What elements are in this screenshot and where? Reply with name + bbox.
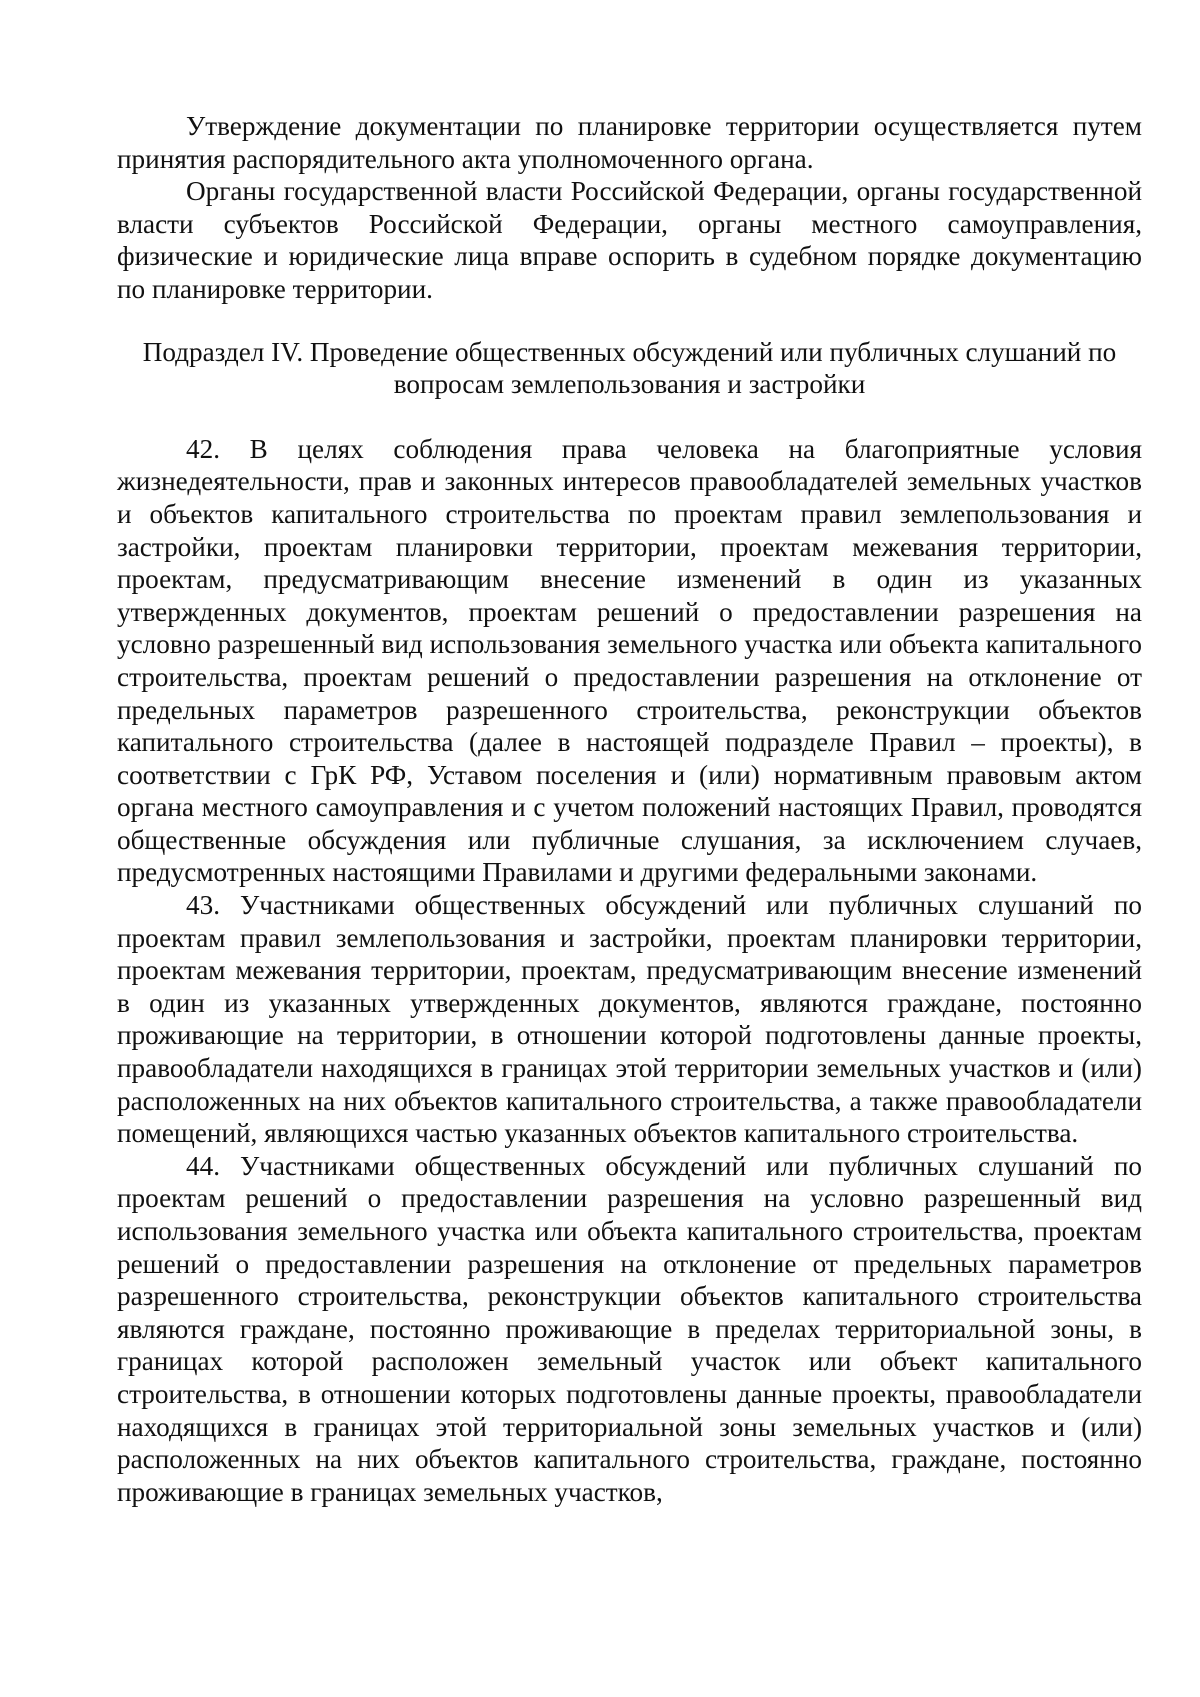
paragraph-43: 43. Участниками общественных обсуждений или публичных слушаний по проектам правил землепользования и застройки, проектам планировки территории, проектам межевания территории, проектам, предусматривающим внесение изменений в один из указанных утвержденных документов, являются граждане, постоянно проживающие на территории, в отношении которой подготовлены данные проекты, правообладатели находящихся в границах этой территории земельных участков и (или) расположенных на них объектов капитального строительства, а также правообладатели помещений, являющихся частью указанных объектов капитального строительства. [117,890,1142,1149]
section-heading [117,336,1142,401]
paragraph-44: 44. Участниками общественных обсуждений или публичных слушаний по проектам решений о предоставлении разрешения на условно разрешенный вид использования земельного участка или объекта капитального строительства, проектам решений о предоставлении разрешения на отклонение от предельных параметров разрешенного строительства, реконструкции объектов капитального строительства являются граждане, постоянно проживающие в пределах территориальной зоны, в границах которой расположен земельный участок или объект капитального строительства, в отношении которых подготовлены данные проекты, правообладатели находящихся в границах этой территориальной зоны земельных участков и (или) расположенных на них объектов капитального строительства, граждане, постоянно проживающие в границах земельных участков, [117,1150,1142,1507]
section-heading-line-1: Подраздел IV. Проведение общественных обсуждений или публичных слушаний по [142,336,1117,367]
spacer [117,401,1142,433]
paragraph-approval: Утверждение документации по планировке территории осуществляется путем принятия распорядительного акта уполномоченного органа. [117,111,1142,174]
document-page [117,110,1142,1508]
paragraph-dispute: Органы государственной власти Российской Федерации, органы государственной власти субъектов Российской Федерации, органы местного самоуправления, физические и юридические лица вправе оспорить в судебном порядке документацию по планировке территории. [117,176,1142,304]
spacer [117,306,1142,336]
section-heading-line-2: вопросам землепользования и застройки [393,369,866,400]
paragraph-42: 42. В целях соблюдения права человека на благоприятные условия жизнедеятельности, прав и законных интересов правообладателей земельных участков и объектов капитального строительства по проектам правил землепользования и застройки, проектам планировки территории, проектам межевания территории, проектам, предусматривающим внесение изменений в один из указанных утвержденных документов, проектам решений о предоставлении разрешения на условно разрешенный вид использования земельного участка или объекта капитального строительства, проектам решений о предоставлении разрешения на отклонение от предельных параметров разрешенного строительства, реконструкции объектов капитального строительства (далее в настоящей подразделе Правил – проекты), в соответствии с ГрК РФ, Уставом поселения и (или) нормативным правовым актом органа местного самоуправления и с учетом положений настоящих Правил, проводятся общественные обсуждения или публичные слушания, за исключением случаев, предусмотренных настоящими Правилами и другими федеральными законами. [117,433,1142,888]
